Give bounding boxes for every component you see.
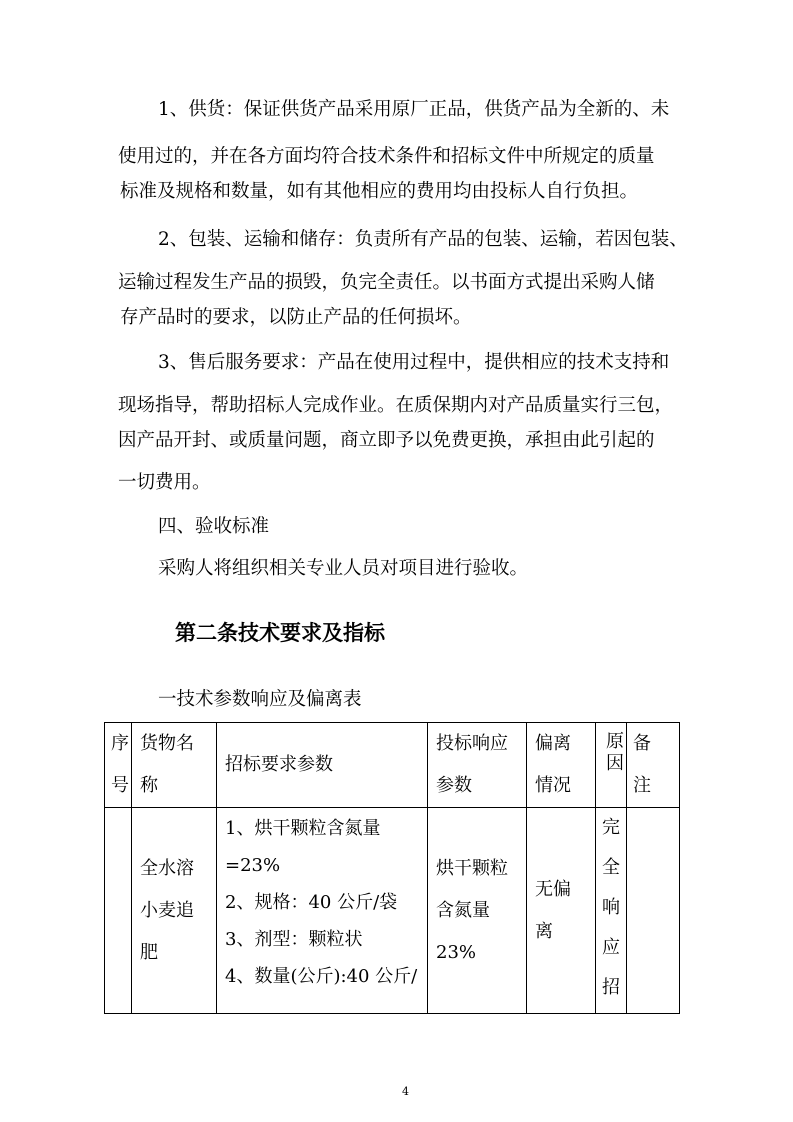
header-text: 注 (633, 775, 651, 796)
cell-text: 肥 (140, 941, 158, 963)
header-text: 称 (140, 775, 158, 796)
cell-text: 完 (602, 817, 620, 838)
header-text: 号 (111, 775, 129, 796)
cell-text: 小麦追 (140, 899, 194, 921)
cell-text: 全 (602, 857, 620, 878)
cell-text: 无偏 (535, 878, 571, 900)
paragraph-line: 1、供货：保证供货产品采用原厂正品，供货产品为全新的、未 (158, 99, 670, 120)
header-text: 情况 (535, 775, 571, 796)
cell-text: 1、烘干颗粒含氮量 (225, 818, 381, 839)
requirements-cell (217, 808, 428, 1014)
header-text: 货物名 (140, 733, 194, 754)
cell-text: 离 (535, 920, 553, 942)
paragraph-line: 一切费用。 (118, 472, 211, 493)
header-cell (596, 723, 627, 808)
no-cell (105, 808, 132, 1014)
header-text: 投标响应 (436, 733, 508, 754)
page-number: 4 (402, 1085, 409, 1098)
cell-text: 响 (602, 897, 620, 918)
cell-text: 招 (602, 977, 620, 998)
header-text: 招标要求参数 (225, 754, 333, 775)
header-text: 参数 (436, 775, 472, 796)
header-cell (105, 723, 132, 808)
header-cell (428, 723, 527, 808)
subheading: 一技术参数响应及偏离表 (158, 689, 362, 710)
remark-cell (627, 808, 680, 1014)
header-cell (527, 723, 596, 808)
paragraph-line: 现场指导，帮助招标人完成作业。在质保期内对产品质量实行三包， (118, 395, 674, 416)
cell-text: 全水溶 (140, 857, 194, 879)
cell-text: 应 (602, 937, 620, 958)
cell-text: 23% (436, 941, 477, 963)
header-text: 序 (111, 733, 129, 754)
heading: 第二条技术要求及指标 (175, 620, 385, 645)
cell-text: 3、剂型：颗粒状 (225, 929, 363, 950)
paragraph-line: 使用过的，并在各方面均符合技术条件和招标文件中所规定的质量 (118, 146, 655, 167)
paragraph-line: 3、售后服务要求：产品在使用过程中，提供相应的技术支持和 (158, 352, 670, 373)
cell-text: =23% (225, 855, 281, 876)
paragraph-line: 运输过程发生产品的损毁，负完全责任。以书面方式提出采购人储 (118, 272, 655, 293)
header-cell (217, 723, 428, 808)
reason-cell (596, 808, 627, 1014)
cell-text: 2、规格：40 公斤/袋 (225, 892, 398, 913)
table-header-row (105, 723, 680, 808)
response-cell (428, 808, 527, 1014)
paragraph-line: 存产品时的要求，以防止产品的任何损坏。 (120, 307, 472, 328)
header-cell (627, 723, 680, 808)
cell-text: 4、数量(公斤):40 公斤/ (225, 966, 418, 987)
paragraph-line: 2、包装、运输和储存：负责所有产品的包装、运输，若因包装、 (158, 229, 688, 250)
paragraph-line: 采购人将组织相关专业人员对项目进行验收。 (158, 558, 529, 579)
table-row (105, 808, 680, 1014)
name-cell (132, 808, 217, 1014)
deviation-table (104, 722, 680, 1014)
header-cell (132, 723, 217, 808)
paragraph-line: 因产品开封、或质量问题，商立即予以免费更换，承担由此引起的 (118, 430, 655, 451)
header-text: 偏离 (535, 733, 571, 754)
deviation-cell (527, 808, 596, 1014)
header-text: 因 (606, 753, 624, 774)
cell-text: 烘干颗粒 (436, 857, 508, 879)
paragraph-line: 标准及规格和数量，如有其他相应的费用均由投标人自行负担。 (120, 181, 639, 202)
section-title: 四、验收标准 (158, 516, 270, 537)
header-text: 备 (633, 733, 651, 754)
header-text: 原 (606, 731, 624, 752)
cell-text: 含氮量 (436, 899, 490, 921)
